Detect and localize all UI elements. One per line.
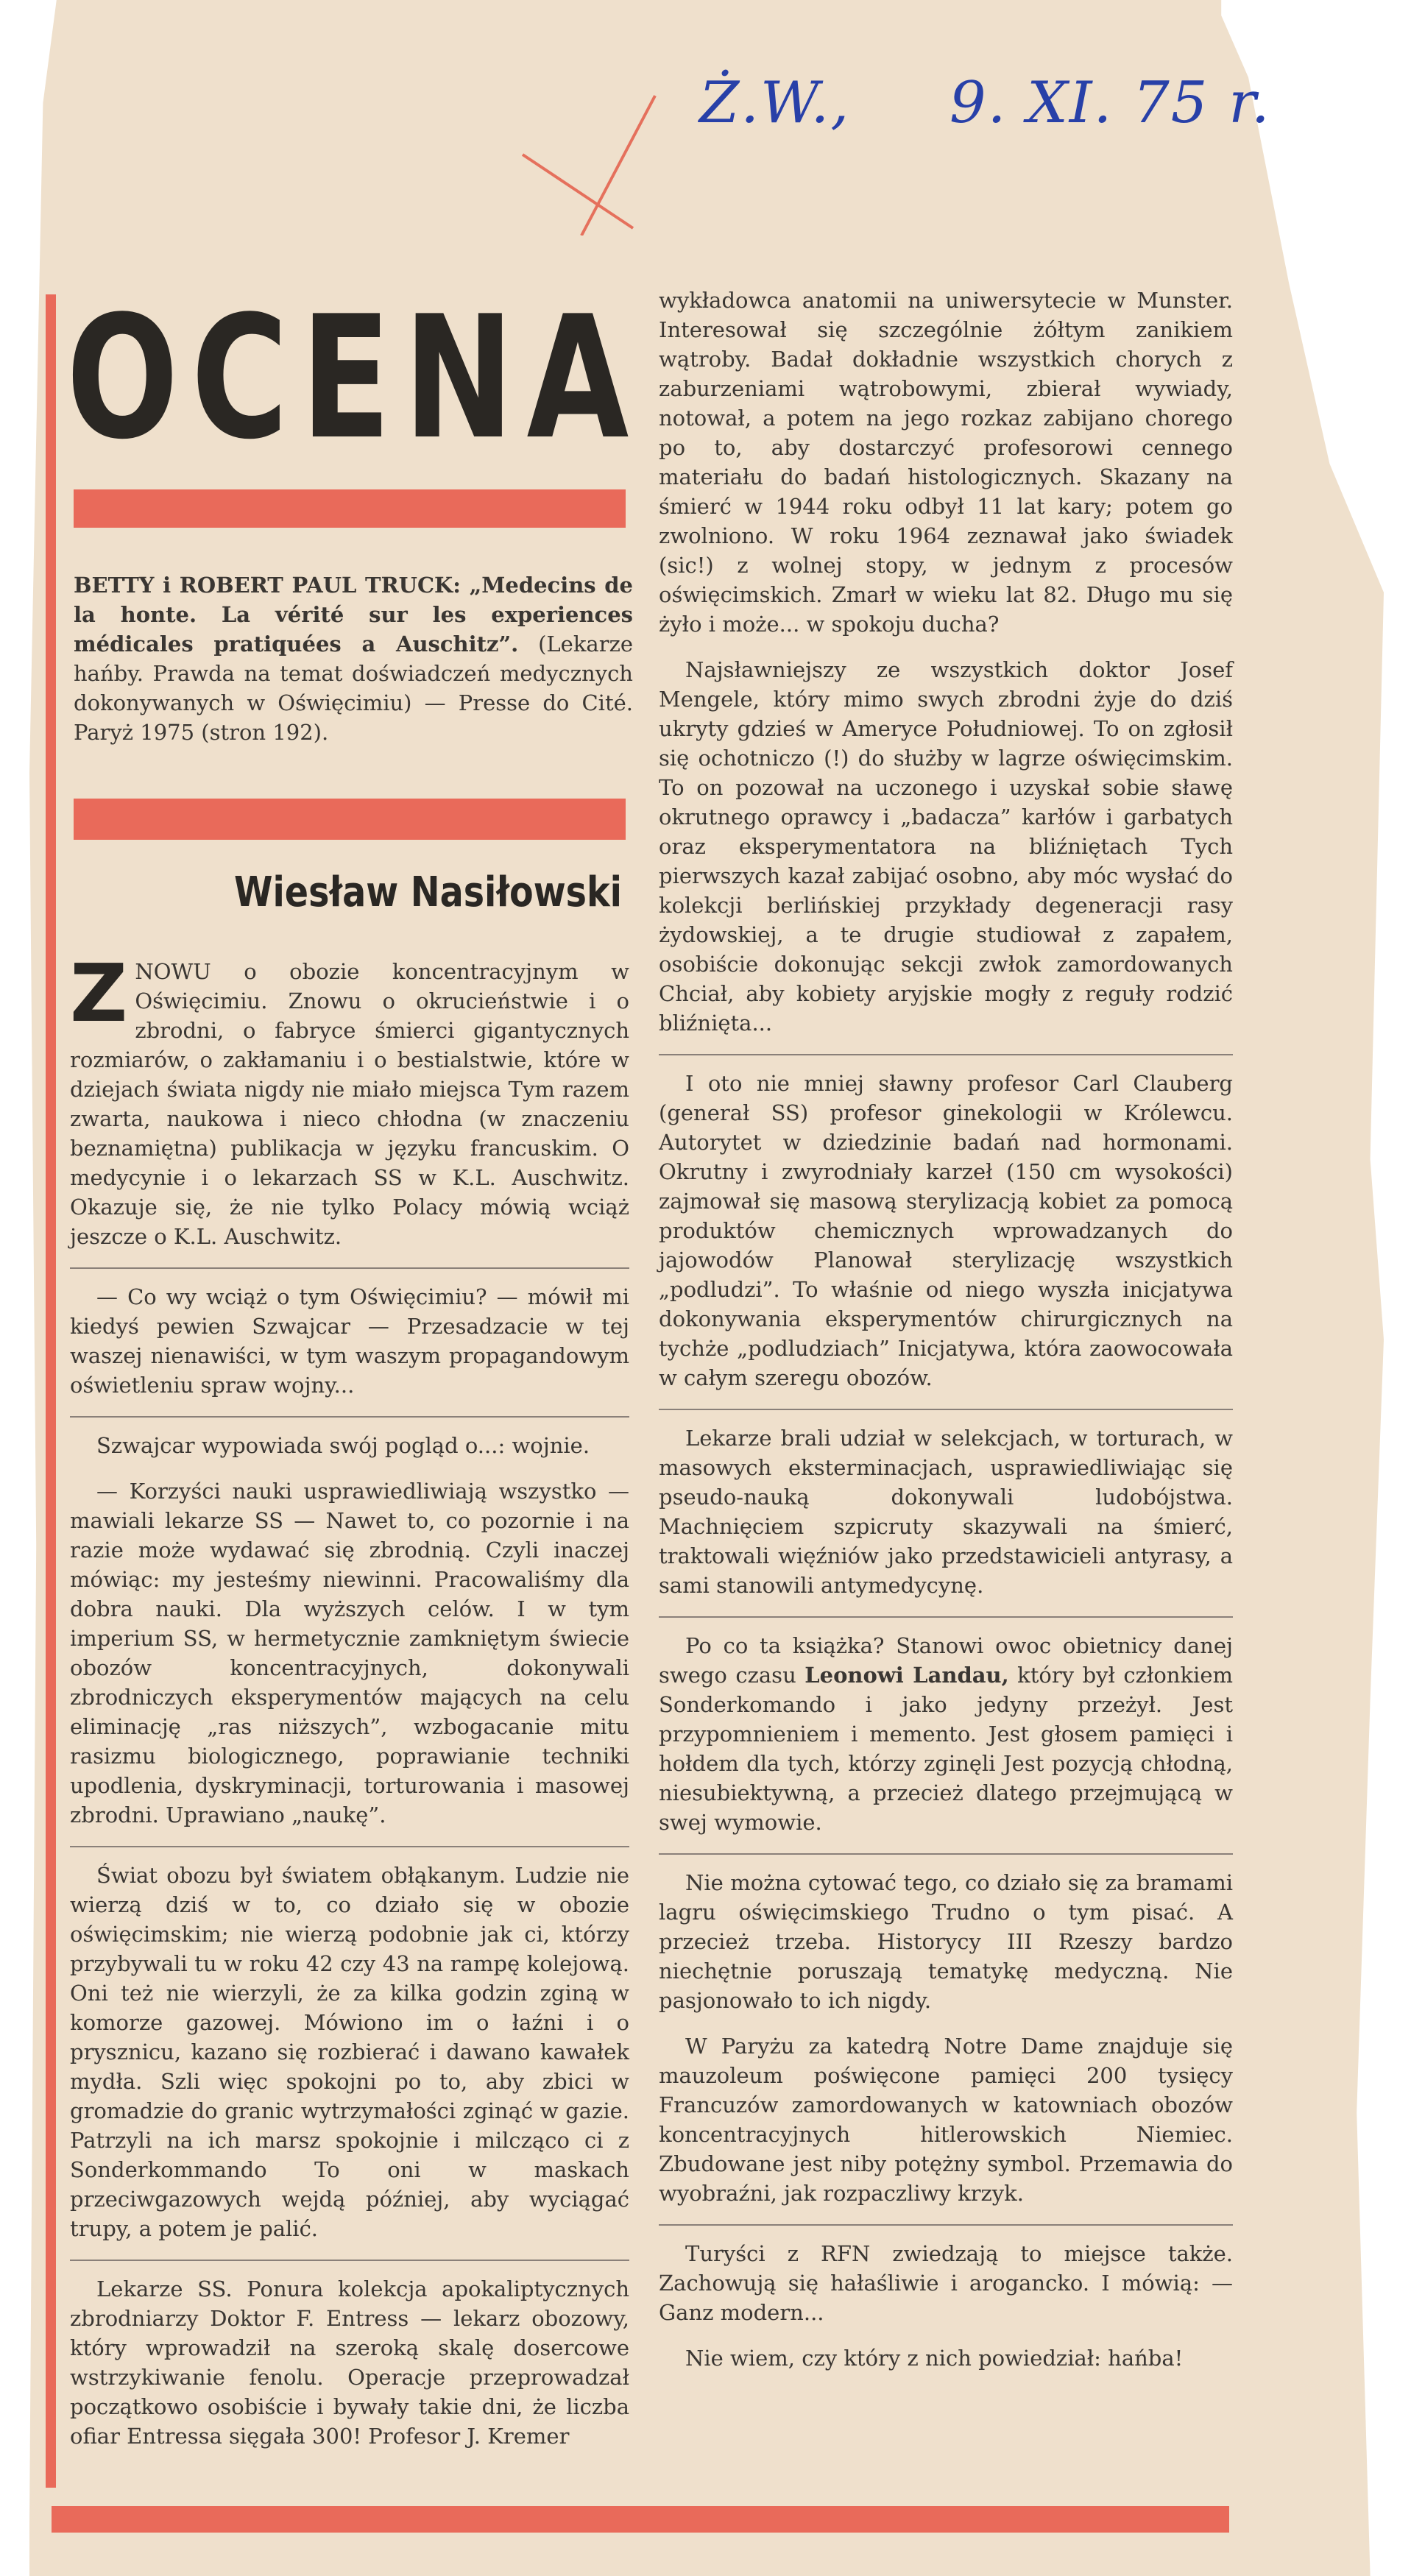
paragraph: Lekarze brali udział w selekcjach, w torturach, w masowych eksterminacjach, usprawiedliwiając się pseudo-nauką dokonywali ludobójstwa. Machnięciem szpicruty skazywali na śmierć, traktowali więźniów jako przedstawicieli antyrasy, a sami stanowili antymedycynę.: [659, 1426, 1233, 1598]
divider: [70, 2260, 629, 2261]
paragraph: Nie wiem, czy który z nich powiedział: hańba!: [685, 2346, 1184, 2371]
red-side-rule: [46, 294, 56, 2488]
drop-cap: Z: [70, 948, 128, 1040]
divider: [659, 1054, 1233, 1055]
divider: [70, 1846, 629, 1847]
paragraph: — Korzyści nauki usprawiedliwiają wszystko — mawiali lekarze SS — Nawet to, co pozornie i na razie może wydawać się zbrodnią. Czyli inaczej mówiąc: my jesteśmy niewinni. Pracowaliśmy dla dobra nauki. Dla wyższych celów. I w tym imperium SS, w hermetycznie zamkniętym świecie obozów koncentracyjnych, dokonywali zbrodniczych eksperymentów mających na celu eliminację „ras niższych”, wzbogacanie mitu rasizmu biologicznego, poprawianie techniki upodlenia, dyskryminacji, torturowania i masowej zbrodni. Uprawiano „naukę”.: [70, 1479, 629, 1827]
paragraph: Szwajcar wypowiada swój pogląd o...: wojnie.: [96, 1433, 590, 1458]
divider: [70, 1267, 629, 1269]
paragraph: wykładowca anatomii na uniwersytecie w Munster. Interesował się szczególnie żółtym zanikiem wątroby. Badał dokładnie wszystkich chorych z zaburzeniami wątrobowymi, zbierał wywiady, notował, a potem na jego rozkaz zabijano chorego po to, aby dostarczyć profesorowi cennego materiału do badań histologicznych. Skazany na śmierć w 1944 roku odbył 11 lat kary; potem go zwolniono. W roku 1964 zeznawał jako świadek (sic!) z wolnej stopy, w jednym z procesów oświęcimskich. Zmarł w wieku lat 82. Długo mu się żyło i może... w spokoju ducha?: [659, 288, 1233, 637]
masthead-title: OCENA: [66, 280, 642, 477]
divider: [659, 1409, 1233, 1410]
paragraph: W Paryżu za katedrą Notre Dame znajduje się mauzoleum poświęcone pamięci 200 tysięcy Francuzów zamordowanych w katowniach obozów koncentracyjnych hitlerowskich Niemiec. Zbudowane jest niby potężny symbol. Przemawia do wyobraźni, jak rozpaczliwy krzyk.: [659, 2034, 1233, 2206]
paragraph: Po co ta książka? Stanowi owoc obietnicy danej swego czasu Leonowi Landau, który był członkiem Sonderkomando i jako jedyny przeżył. Jest przypomnieniem i memento. Jest głosem pamięci i hołdem dla tych, którzy zginęli Jest pozycją chłodną, niesubiektywną, a przecież dlatego przejmującą w swej wymowie.: [659, 1633, 1233, 1835]
paragraph: Świat obozu był światem obłąkanym. Ludzie nie wierzą dziś w to, co działo się w obozie oświęcimskim; nie wierzą podobnie jak ci, którzy przybywali tu w roku 42 czy 43 na rampę kolejową. Oni też nie wierzyli, że za kilka godzin zginą w komorze gazowej. Mówiono im o łaźni i o prysznicu, kazano się rozbierać i dawano kawałek mydła. Szli więc spokojni po to, aby zbici w gromadzie do granic wytrzymałości zginąć w gazie. Patrzyli na ich marsz spokojnie i milcząco ci z Sonderkommando To oni w maskach przeciwgazowych wejdą później, aby wyciągać trupy, a potem je palić.: [70, 1863, 629, 2241]
article-column-2: [659, 286, 1233, 2389]
handwritten-date: 9. XI. 75 r.: [949, 70, 1271, 136]
paragraph: — Co wy wciąż o tym Oświęcimiu? — mówił mi kiedyś pewien Szwajcar — Przesadzacie w tej waszej nienawiści, w tym waszym propagandowym oświetleniu spraw wojny...: [70, 1284, 629, 1398]
divider: [70, 1416, 629, 1418]
author-byline: Wiesław Nasiłowski: [233, 868, 622, 916]
paragraph: ZNOWU o obozie koncentracyjnym w Oświęcimiu. Znowu o okrucieństwie i o zbrodni, o fabryce śmierci gigantycznych rozmiarów, o zakłamaniu i o bestialstwie, które w dziejach świata nigdy nie miało miejsca Tym razem zwarta, naukowa i nieco chłodna (w znaczeniu beznamiętna) publikacja w języku francuskim. O medycynie i o lekarzach SS w K.L. Auschwitz. Okazuje się, że nie tylko Polacy mówią wciąż jeszcze o K.L. Auschwitz.: [70, 948, 629, 1249]
paragraph: I oto nie mniej sławny profesor Carl Clauberg (generał SS) profesor ginekologii w Królewcu. Autorytet w dziedzinie badań nad hormonami. Okrutny i zwyrodniały karzeł (150 cm wysokości) zajmował się masową sterylizacją kobiet za pomocą produktów chemicznych wprowadzanych do jajowodów Planował sterylizację wszystkich „podludzi”. To właśnie od niego wyszła inicjatywa dokonywania eksperymentów chirurgicznych na tychże „podludziach” Inicjatywa, która zaowocowała w całym szeregu obozów.: [659, 1071, 1233, 1390]
book-reference: [74, 570, 633, 747]
paragraph: Turyści z RFN zwiedzają to miejsce także. Zachowują się hałaśliwie i arogancko. I mówią: — Ganz modern...: [659, 2241, 1233, 2325]
article-column-1: [70, 948, 629, 2467]
person-name: Leonowi Landau,: [804, 1663, 1009, 1688]
red-rule-middle: [74, 799, 626, 840]
divider: [659, 2224, 1233, 2226]
divider: [659, 1853, 1233, 1855]
divider: [659, 1616, 1233, 1618]
red-x-mark: [515, 88, 662, 236]
paragraph: Najsławniejszy ze wszystkich doktor Josef Mengele, który mimo swych zbrodni żyje do dziś ukryty gdzieś w Ameryce Południowej. To on zgłosił się ochotniczo (!) do służby w lagrze oświęcimskim. To on pozował na uczonego i uzyskał sobie sławę okrutnego oprawcy i „badacza” karłów i garbatych oraz eksperymentatora na bliźniętach Tych pierwszych kazał zabijać osobno, aby móc wysłać do kolekcji berlińskiej przykłady degeneracji rasy żydowskiej, a te drugie studiował z zapałem, osobiście dokonując sekcji zwłok zamordowanych Chciał, aby kobiety aryjskie mogły z reguły rodzić bliźnięta...: [659, 657, 1233, 1036]
paragraph: Lekarze SS. Ponura kolekcja apokaliptycznych zbrodniarzy Doktor F. Entress — lekarz obozowy, który wprowadził na szeroką skalę dosercowe wstrzykiwanie fenolu. Operacje przeprowadzał początkowo osobiście i bywały takie dni, że liczba ofiar Entressa sięgała 300! Profesor J. Kremer: [70, 2276, 629, 2449]
paragraph: Nie można cytować tego, co działo się za bramami lagru oświęcimskiego Trudno o tym pisać. A przecież trzeba. Historycy III Rzeszy bardzo niechętnie poruszają tematykę medyczną. Nie pasjonowało to ich nigdy.: [659, 1870, 1233, 2013]
book-details: (Lekarze hańby. Prawda na temat doświadczeń medycznych dokonywanych w Oświęcimiu) — Presse do Cité. Paryż 1975 (stron 192).: [74, 631, 634, 745]
red-rule-bottom: [52, 2506, 1229, 2533]
book-title: BETTY i ROBERT PAUL TRUCK: „Medecins de la honte. La vérité sur les experiences médicales pratiquées a Auschitz”.: [74, 573, 633, 657]
handwritten-note: Ż.W.,: [699, 70, 851, 136]
red-rule-top: [74, 489, 626, 528]
